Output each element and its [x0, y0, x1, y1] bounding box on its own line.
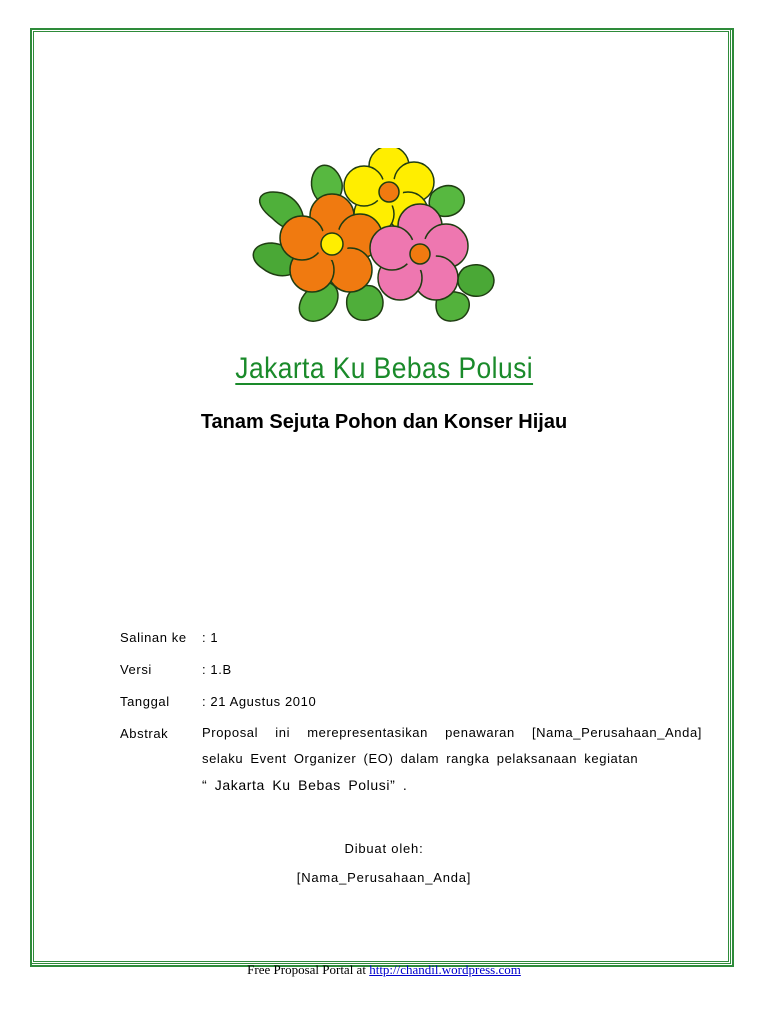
abstract-body: Proposal ini merepresentasikan penawaran [Nama_Perusahaan_Anda] selaku Event Organizer (EO) dalam rangka pelaksanaan kegiatan: [202, 725, 702, 766]
document-meta: [120, 630, 702, 799]
meta-copy-value: : 1: [202, 630, 219, 645]
meta-copy-label: Salinan ke: [120, 630, 187, 645]
meta-abstract-text: [202, 720, 702, 799]
meta-abstract-label: Abstrak: [120, 726, 169, 741]
meta-date-label: Tanggal: [120, 694, 170, 709]
meta-date-value: : 21 Agustus 2010: [202, 694, 317, 709]
created-label: Dibuat oleh:: [344, 841, 424, 856]
footer-text: Free Proposal Portal at: [247, 962, 366, 977]
footer: [0, 962, 768, 978]
document-title: Jakarta Ku Bebas Polusi: [235, 352, 533, 385]
meta-version-value: : 1.B: [202, 662, 232, 677]
document-subtitle: Tanam Sejuta Pohon dan Konser Hijau: [200, 411, 568, 433]
meta-abstract-row: [120, 726, 702, 799]
footer-link[interactable]: http://chandil.wordpress.com: [369, 962, 521, 977]
created-by: [Nama_Perusahaan_Anda]: [296, 870, 472, 885]
meta-version-row: [120, 662, 702, 694]
meta-version-label: Versi: [120, 662, 152, 677]
leaf: [458, 265, 494, 297]
meta-copy-row: [120, 630, 702, 662]
abstract-quote: “ Jakarta Ku Bebas Polusi” .: [202, 777, 408, 793]
flowers-illustration: [232, 148, 532, 333]
